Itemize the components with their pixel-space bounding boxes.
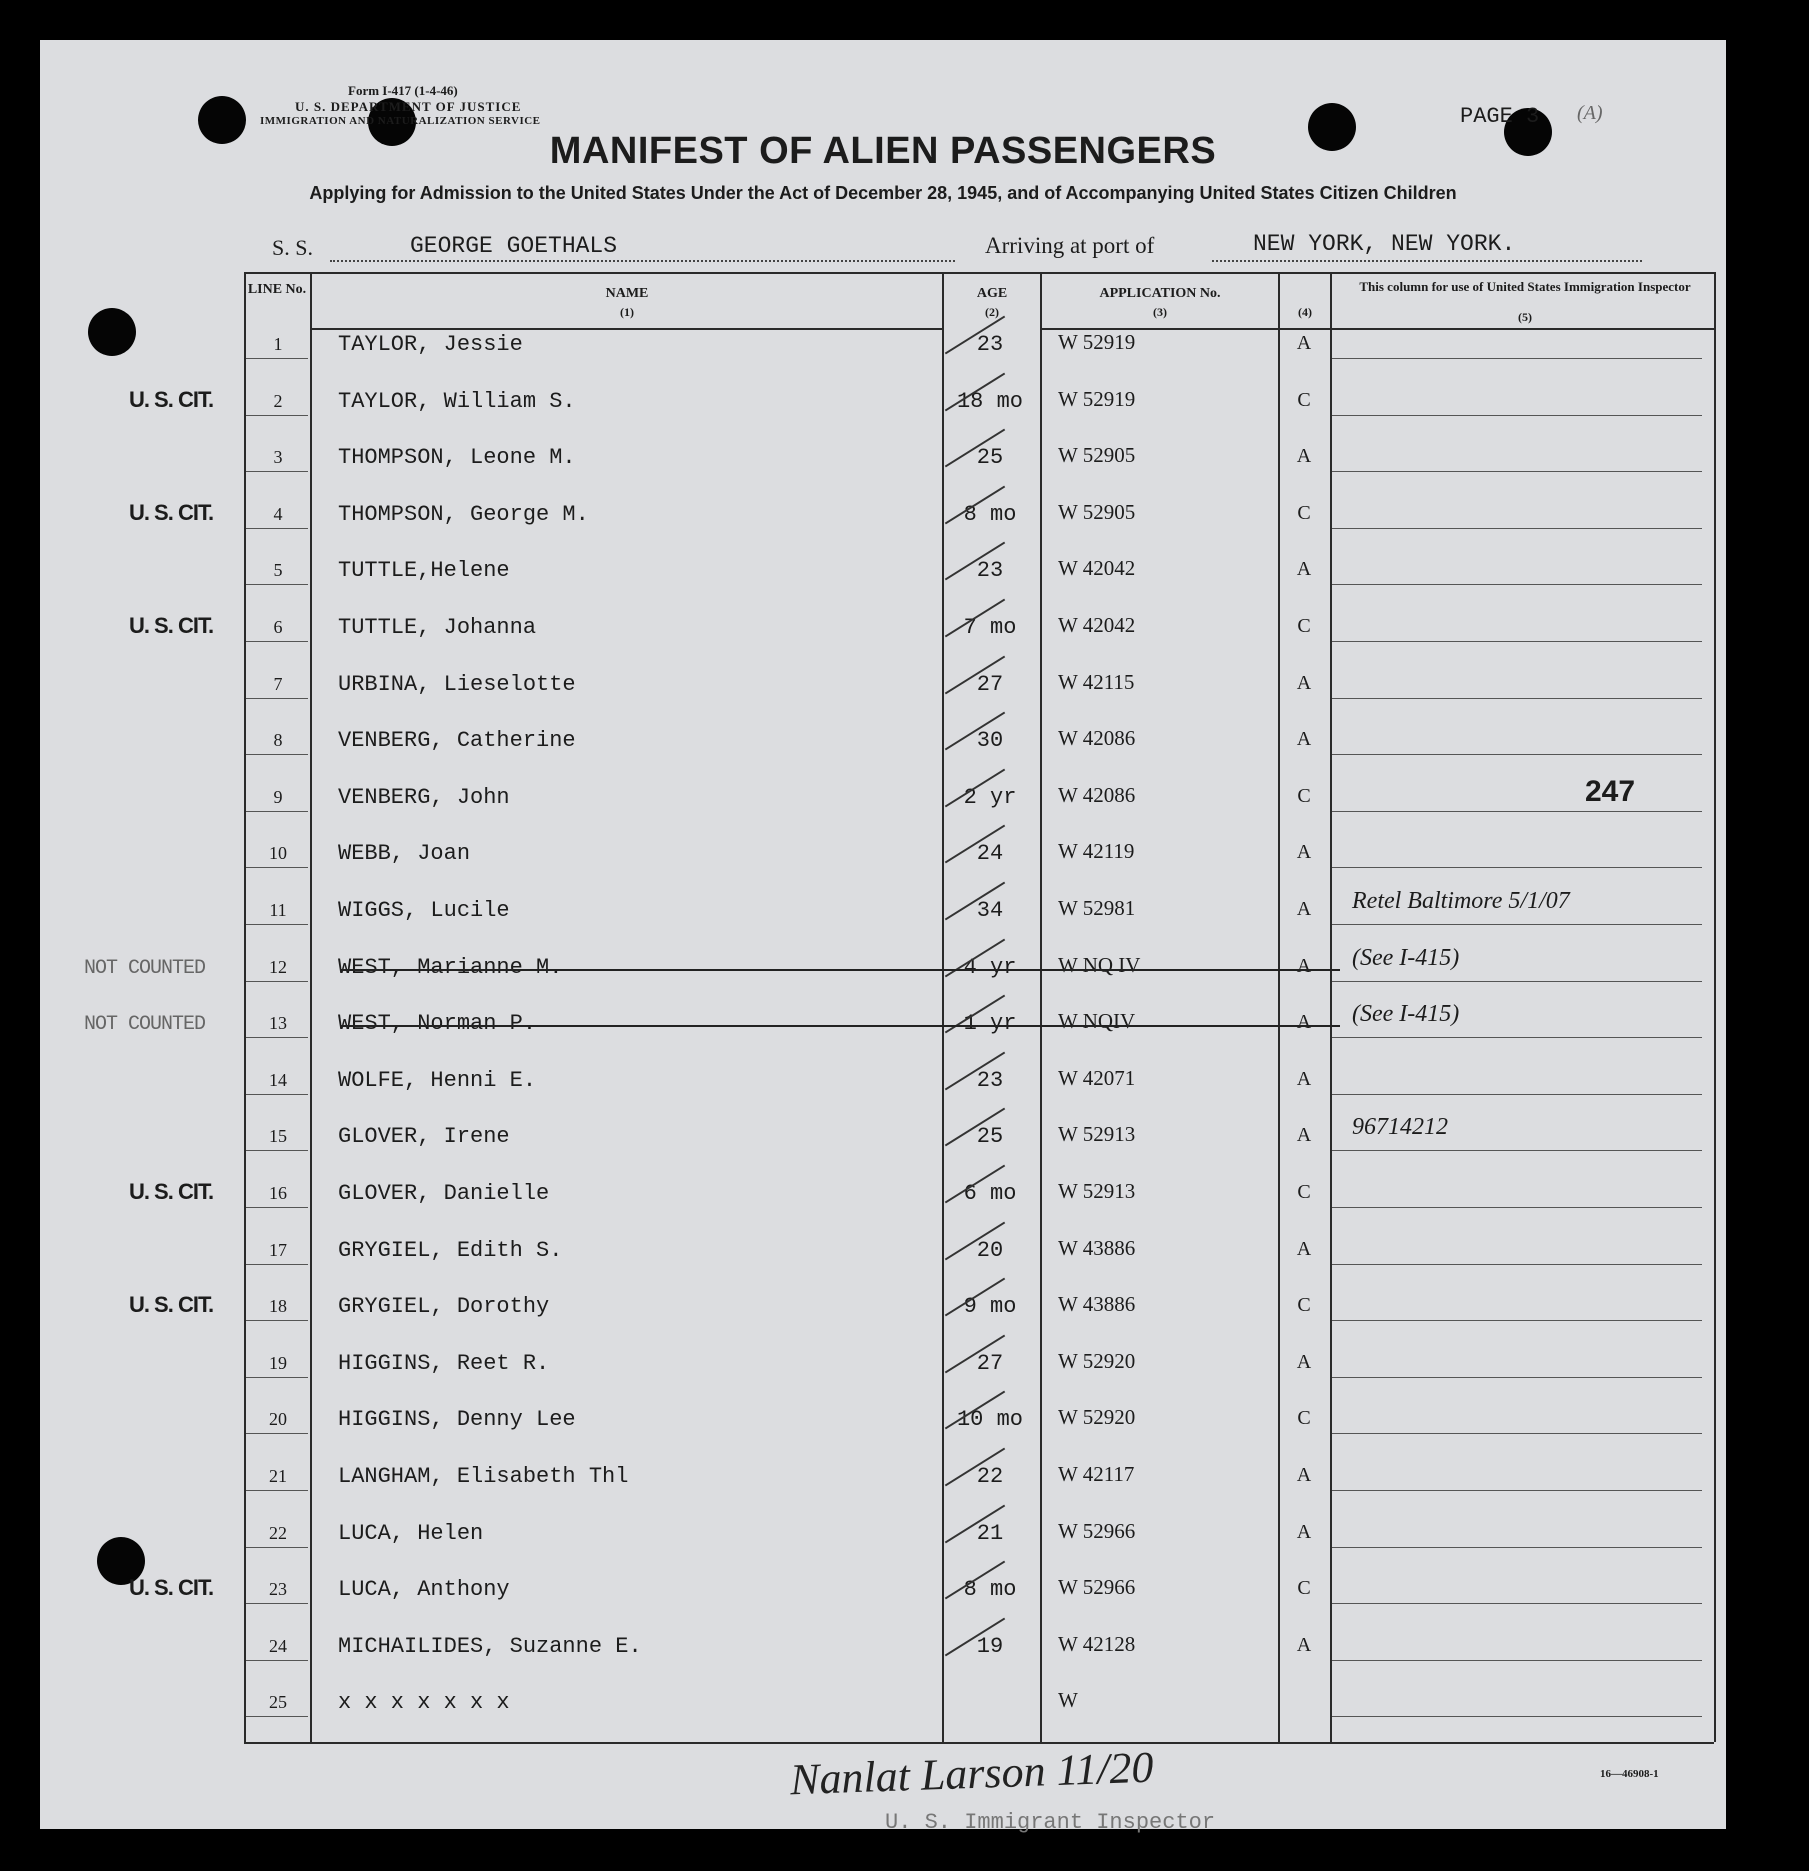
row-rule: [1332, 1660, 1702, 1661]
row-rule: [246, 641, 308, 642]
row-line-number: 25: [269, 1692, 287, 1713]
passenger-age: 34: [976, 898, 1004, 923]
print-code: 16—46908-1: [1600, 1768, 1659, 1780]
col-header-inspector-num: (5): [1518, 310, 1532, 324]
col-rule: [1040, 272, 1042, 1742]
passenger-age: 23: [976, 558, 1004, 584]
passenger-name: GLOVER, Danielle: [338, 1181, 550, 1206]
row-line-number: 10: [269, 843, 287, 864]
row-rule: [1332, 1603, 1702, 1604]
port-label: Arriving at port of: [985, 233, 1155, 258]
passenger-age: 25: [976, 1124, 1004, 1150]
application-number: W 52913: [1058, 1179, 1136, 1203]
inspector-note: (See I-415): [1352, 1001, 1460, 1028]
punch-hole: [88, 308, 136, 356]
row-line-number: 23: [269, 1579, 287, 1600]
col-header-4-num: (4): [1298, 305, 1312, 319]
col-header-app: APPLICATION No.: [1099, 286, 1221, 301]
col-rule: [244, 272, 246, 1742]
row-rule: [246, 754, 308, 755]
strike-through: [340, 1025, 1340, 1027]
row-rule: [246, 1037, 308, 1038]
inspector-note: (See I-415): [1352, 944, 1460, 971]
col-rule: [310, 272, 312, 1742]
passenger-age: 27: [976, 671, 1004, 697]
application-number: W 52966: [1058, 1575, 1136, 1600]
row-line-number: 6: [273, 617, 283, 637]
application-number: W 42042: [1058, 613, 1136, 637]
row-rule: [1332, 867, 1702, 868]
row-line-number: 18: [269, 1296, 287, 1317]
application-number: W 42086: [1058, 726, 1136, 751]
row-rule: [1332, 584, 1702, 585]
passenger-class: A: [1296, 728, 1312, 751]
passenger-age: 24: [976, 841, 1004, 867]
row-rule: [1332, 1490, 1702, 1491]
row-line-number: 17: [269, 1239, 287, 1260]
row-rule: [246, 528, 308, 529]
service: IMMIGRATION AND NATURALIZATION SERVICE: [260, 115, 541, 127]
passenger-class: A: [1296, 898, 1312, 920]
side-marker-not-counted: NOT COUNTED: [84, 1013, 206, 1037]
passenger-class: C: [1297, 1294, 1311, 1317]
col-rule: [1278, 272, 1280, 1742]
row-rule: [1332, 1716, 1702, 1717]
passenger-age: 19: [976, 1633, 1004, 1659]
application-number: W 52920: [1058, 1348, 1136, 1373]
row-rule: [1332, 1150, 1702, 1151]
port-name: NEW YORK, NEW YORK.: [1253, 231, 1516, 257]
side-marker-us-citizen: U. S. CIT.: [128, 1575, 214, 1601]
passenger-age: 2 yr: [963, 784, 1017, 810]
passenger-name: LUCA, Helen: [338, 1520, 484, 1546]
passenger-name: TAYLOR, William S.: [338, 388, 576, 414]
row-rule: [1332, 754, 1702, 755]
application-number: W 42115: [1058, 669, 1135, 694]
col-header-inspector: This column for use of United States Immigration Inspector: [1359, 279, 1691, 294]
passenger-name: TUTTLE,Helene: [338, 558, 510, 584]
passenger-name: TUTTLE, Johanna: [338, 615, 537, 640]
passenger-name: HIGGINS, Reet R.: [338, 1350, 550, 1376]
col-header-name: NAME: [605, 286, 649, 301]
row-rule: [246, 1603, 308, 1604]
side-marker-us-citizen: U. S. CIT.: [128, 1179, 214, 1204]
row-rule: [246, 1150, 308, 1151]
application-number: W 42042: [1058, 556, 1136, 581]
application-number: W 52966: [1058, 1518, 1136, 1543]
col-header-age: AGE: [976, 286, 1008, 301]
row-rule: [246, 924, 308, 925]
passenger-name: GLOVER, Irene: [338, 1124, 510, 1150]
inspector-note: 247: [1585, 774, 1636, 808]
application-number: W 42117: [1058, 1462, 1135, 1486]
passenger-class: A: [1296, 1464, 1312, 1486]
passenger-age: 4 yr: [963, 954, 1017, 980]
row-rule: [1332, 1094, 1702, 1095]
passenger-class: A: [1296, 671, 1312, 694]
passenger-age: 20: [976, 1237, 1004, 1263]
passenger-name: VENBERG, Catherine: [338, 728, 576, 754]
page-label: PAGE 3: [1460, 104, 1540, 129]
table-bottom-rule: [244, 1742, 1714, 1744]
passenger-age: 23: [976, 1067, 1004, 1093]
inspector-note: 96714212: [1352, 1114, 1448, 1141]
passenger-age: 7 mo: [963, 615, 1017, 640]
passenger-age: 8 mo: [963, 1577, 1017, 1603]
passenger-name: WIGGS, Lucile: [338, 898, 510, 923]
col-rule: [942, 272, 944, 1742]
passenger-class: A: [1296, 1067, 1312, 1090]
passenger-class: A: [1296, 558, 1312, 581]
passenger-name: LANGHAM, Elisabeth Thl: [338, 1464, 629, 1489]
passenger-name: MICHAILIDES, Suzanne E.: [338, 1633, 642, 1659]
col-rule: [1330, 272, 1332, 1742]
row-line-number: 9: [273, 786, 283, 807]
page-title: MANIFEST OF ALIEN PASSENGERS: [549, 130, 1217, 172]
passenger-age: 10 mo: [956, 1407, 1023, 1433]
row-line-number: 13: [269, 1013, 287, 1034]
table-top-rule: [244, 272, 1714, 274]
ship-underline: [330, 260, 955, 262]
passenger-age: 22: [976, 1464, 1004, 1489]
row-line-number: 7: [273, 673, 283, 694]
inspector-label: U. S. Immigrant Inspector: [885, 1810, 1216, 1835]
header-bottom-rule: [310, 328, 942, 330]
row-rule: [1332, 641, 1702, 642]
port-underline: [1212, 260, 1642, 262]
row-rule: [1332, 528, 1702, 529]
row-rule: [1332, 1264, 1702, 1265]
passenger-name: GRYGIEL, Dorothy: [338, 1294, 550, 1320]
row-rule: [246, 1660, 308, 1661]
row-rule: [246, 1433, 308, 1434]
application-number: W 42128: [1058, 1631, 1136, 1656]
application-number: W 43886: [1058, 1292, 1136, 1317]
application-number: W 52919: [1058, 330, 1136, 354]
application-number: W 42086: [1058, 782, 1136, 807]
passenger-class: A: [1296, 1350, 1312, 1373]
row-line-number: 5: [273, 560, 283, 581]
page-suffix: (A): [1577, 102, 1603, 124]
passenger-class: A: [1296, 1520, 1312, 1543]
passenger-age: 9 mo: [963, 1294, 1017, 1320]
passenger-class: A: [1296, 954, 1312, 977]
row-line-number: 15: [269, 1126, 287, 1147]
passenger-class: A: [1296, 1633, 1312, 1656]
passenger-name: URBINA, Lieselotte: [338, 671, 576, 697]
passenger-age: 6 mo: [963, 1181, 1017, 1206]
side-marker-us-citizen: U. S. CIT.: [128, 386, 214, 412]
row-rule: [1332, 1377, 1702, 1378]
col-header-age-num: (2): [985, 305, 999, 319]
application-number: W 52905: [1058, 499, 1136, 524]
row-line-number: 4: [273, 503, 283, 524]
row-rule: [1332, 698, 1702, 699]
row-line-number: 19: [269, 1352, 287, 1373]
passenger-class: C: [1297, 388, 1311, 411]
side-marker-us-citizen: U. S. CIT.: [128, 613, 214, 638]
application-number: W NQIV: [1058, 1009, 1136, 1034]
row-rule: [1332, 1320, 1702, 1321]
passenger-name: VENBERG, John: [338, 784, 510, 810]
passenger-class: A: [1296, 445, 1312, 468]
passenger-name: WEST, Marianne M.: [338, 954, 563, 980]
row-rule: [1332, 1547, 1702, 1548]
passenger-age: 1 yr: [963, 1011, 1017, 1037]
passenger-name: GRYGIEL, Edith S.: [338, 1237, 563, 1263]
row-rule: [246, 1320, 308, 1321]
passenger-class: C: [1297, 784, 1311, 807]
application-number: W 42119: [1058, 839, 1135, 864]
passenger-class: C: [1297, 1577, 1311, 1600]
passenger-age: 23: [976, 332, 1004, 357]
row-rule: [246, 358, 308, 359]
row-rule: [1332, 1207, 1702, 1208]
row-rule: [1332, 924, 1702, 925]
passenger-class: C: [1297, 1181, 1311, 1203]
passenger-name: WEBB, Joan: [338, 841, 471, 867]
row-line-number: 8: [273, 730, 283, 751]
application-number: W 52919: [1058, 386, 1136, 411]
row-rule: [246, 1377, 308, 1378]
row-rule: [246, 1716, 308, 1717]
row-rule: [246, 698, 308, 699]
row-line-number: 12: [269, 956, 287, 977]
passenger-class: C: [1297, 615, 1311, 637]
manifest-sheet: [40, 40, 1726, 1835]
row-rule: [246, 1094, 308, 1095]
row-line-number: 11: [269, 900, 287, 920]
passenger-age: 25: [976, 445, 1004, 471]
passenger-class: C: [1297, 501, 1311, 524]
col-header-name-num: (1): [620, 305, 634, 319]
row-rule: [246, 1207, 308, 1208]
row-line-number: 16: [269, 1183, 287, 1203]
row-rule: [1332, 1037, 1702, 1038]
application-number: W 52913: [1058, 1122, 1136, 1147]
form-id: Form I-417 (1-4-46): [348, 83, 458, 98]
row-rule: [246, 867, 308, 868]
page-subtitle: Applying for Admission to the United States Under the Act of December 28, 1945, and of Accompanying United States Citizen Children: [309, 183, 1457, 203]
row-rule: [1332, 811, 1702, 812]
row-rule: [1332, 1433, 1702, 1434]
row-rule: [246, 1264, 308, 1265]
side-marker-us-citizen: U. S. CIT.: [128, 499, 214, 525]
application-number: W 52981: [1058, 896, 1136, 920]
passenger-name: x x x x x x x: [338, 1690, 510, 1716]
application-number: W 52905: [1058, 443, 1136, 468]
passenger-name: LUCA, Anthony: [338, 1577, 510, 1603]
passenger-class: A: [1296, 1011, 1312, 1034]
passenger-class: A: [1296, 1237, 1312, 1260]
application-number: W NQ IV: [1058, 952, 1141, 977]
passenger-name: THOMPSON, George M.: [338, 501, 589, 527]
col-header-app-num: (3): [1153, 305, 1167, 319]
row-line-number: 14: [269, 1069, 287, 1090]
row-line-number: 21: [269, 1466, 287, 1486]
department: U. S. DEPARTMENT OF JUSTICE: [295, 99, 522, 114]
passenger-name: THOMPSON, Leone M.: [338, 445, 576, 471]
col-header-line: LINE No.: [247, 282, 307, 297]
row-line-number: 20: [269, 1409, 287, 1430]
passenger-name: TAYLOR, Jessie: [338, 332, 523, 357]
application-number: W 52920: [1058, 1405, 1136, 1430]
row-rule: [246, 471, 308, 472]
col-rule: [1714, 272, 1716, 1742]
application-number: W 42071: [1058, 1065, 1136, 1090]
application-number: W 43886: [1058, 1235, 1136, 1260]
passenger-age: 30: [976, 728, 1004, 754]
passenger-class: A: [1296, 332, 1312, 354]
row-rule: [1332, 981, 1702, 982]
row-rule: [1332, 358, 1702, 359]
passenger-class: A: [1296, 841, 1312, 864]
row-rule: [246, 415, 308, 416]
row-line-number: 3: [273, 447, 283, 468]
passenger-age: 21: [976, 1520, 1004, 1546]
header-bottom-rule: [1040, 328, 1714, 330]
passenger-name: HIGGINS, Denny Lee: [338, 1407, 576, 1433]
application-number: W: [1058, 1688, 1078, 1713]
row-rule: [1332, 471, 1702, 472]
ship-name: GEORGE GOETHALS: [410, 233, 618, 259]
row-rule: [246, 584, 308, 585]
passenger-class: A: [1296, 1124, 1312, 1147]
passenger-class: C: [1297, 1407, 1311, 1430]
side-marker-not-counted: NOT COUNTED: [84, 956, 206, 980]
row-rule: [246, 1490, 308, 1491]
passenger-age: 18 mo: [956, 388, 1023, 414]
row-rule: [246, 981, 308, 982]
row-rule: [246, 811, 308, 812]
row-line-number: 2: [273, 390, 283, 411]
row-line-number: 22: [269, 1522, 287, 1543]
passenger-age: 8 mo: [963, 501, 1017, 527]
row-rule: [1332, 415, 1702, 416]
row-rule: [246, 1547, 308, 1548]
inspector-note: Retel Baltimore 5/1/07: [1352, 888, 1570, 914]
ss-label: S. S.: [272, 235, 313, 260]
row-line-number: 1: [273, 334, 283, 354]
passenger-name: WEST, Norman P.: [338, 1011, 537, 1037]
passenger-age: 27: [976, 1350, 1004, 1376]
strike-through: [340, 969, 1340, 971]
side-marker-us-citizen: U. S. CIT.: [128, 1292, 214, 1318]
row-line-number: 24: [269, 1635, 287, 1656]
passenger-name: WOLFE, Henni E.: [338, 1067, 537, 1093]
inspector-signature: Nanlat Larson 11/20: [789, 1742, 1155, 1805]
